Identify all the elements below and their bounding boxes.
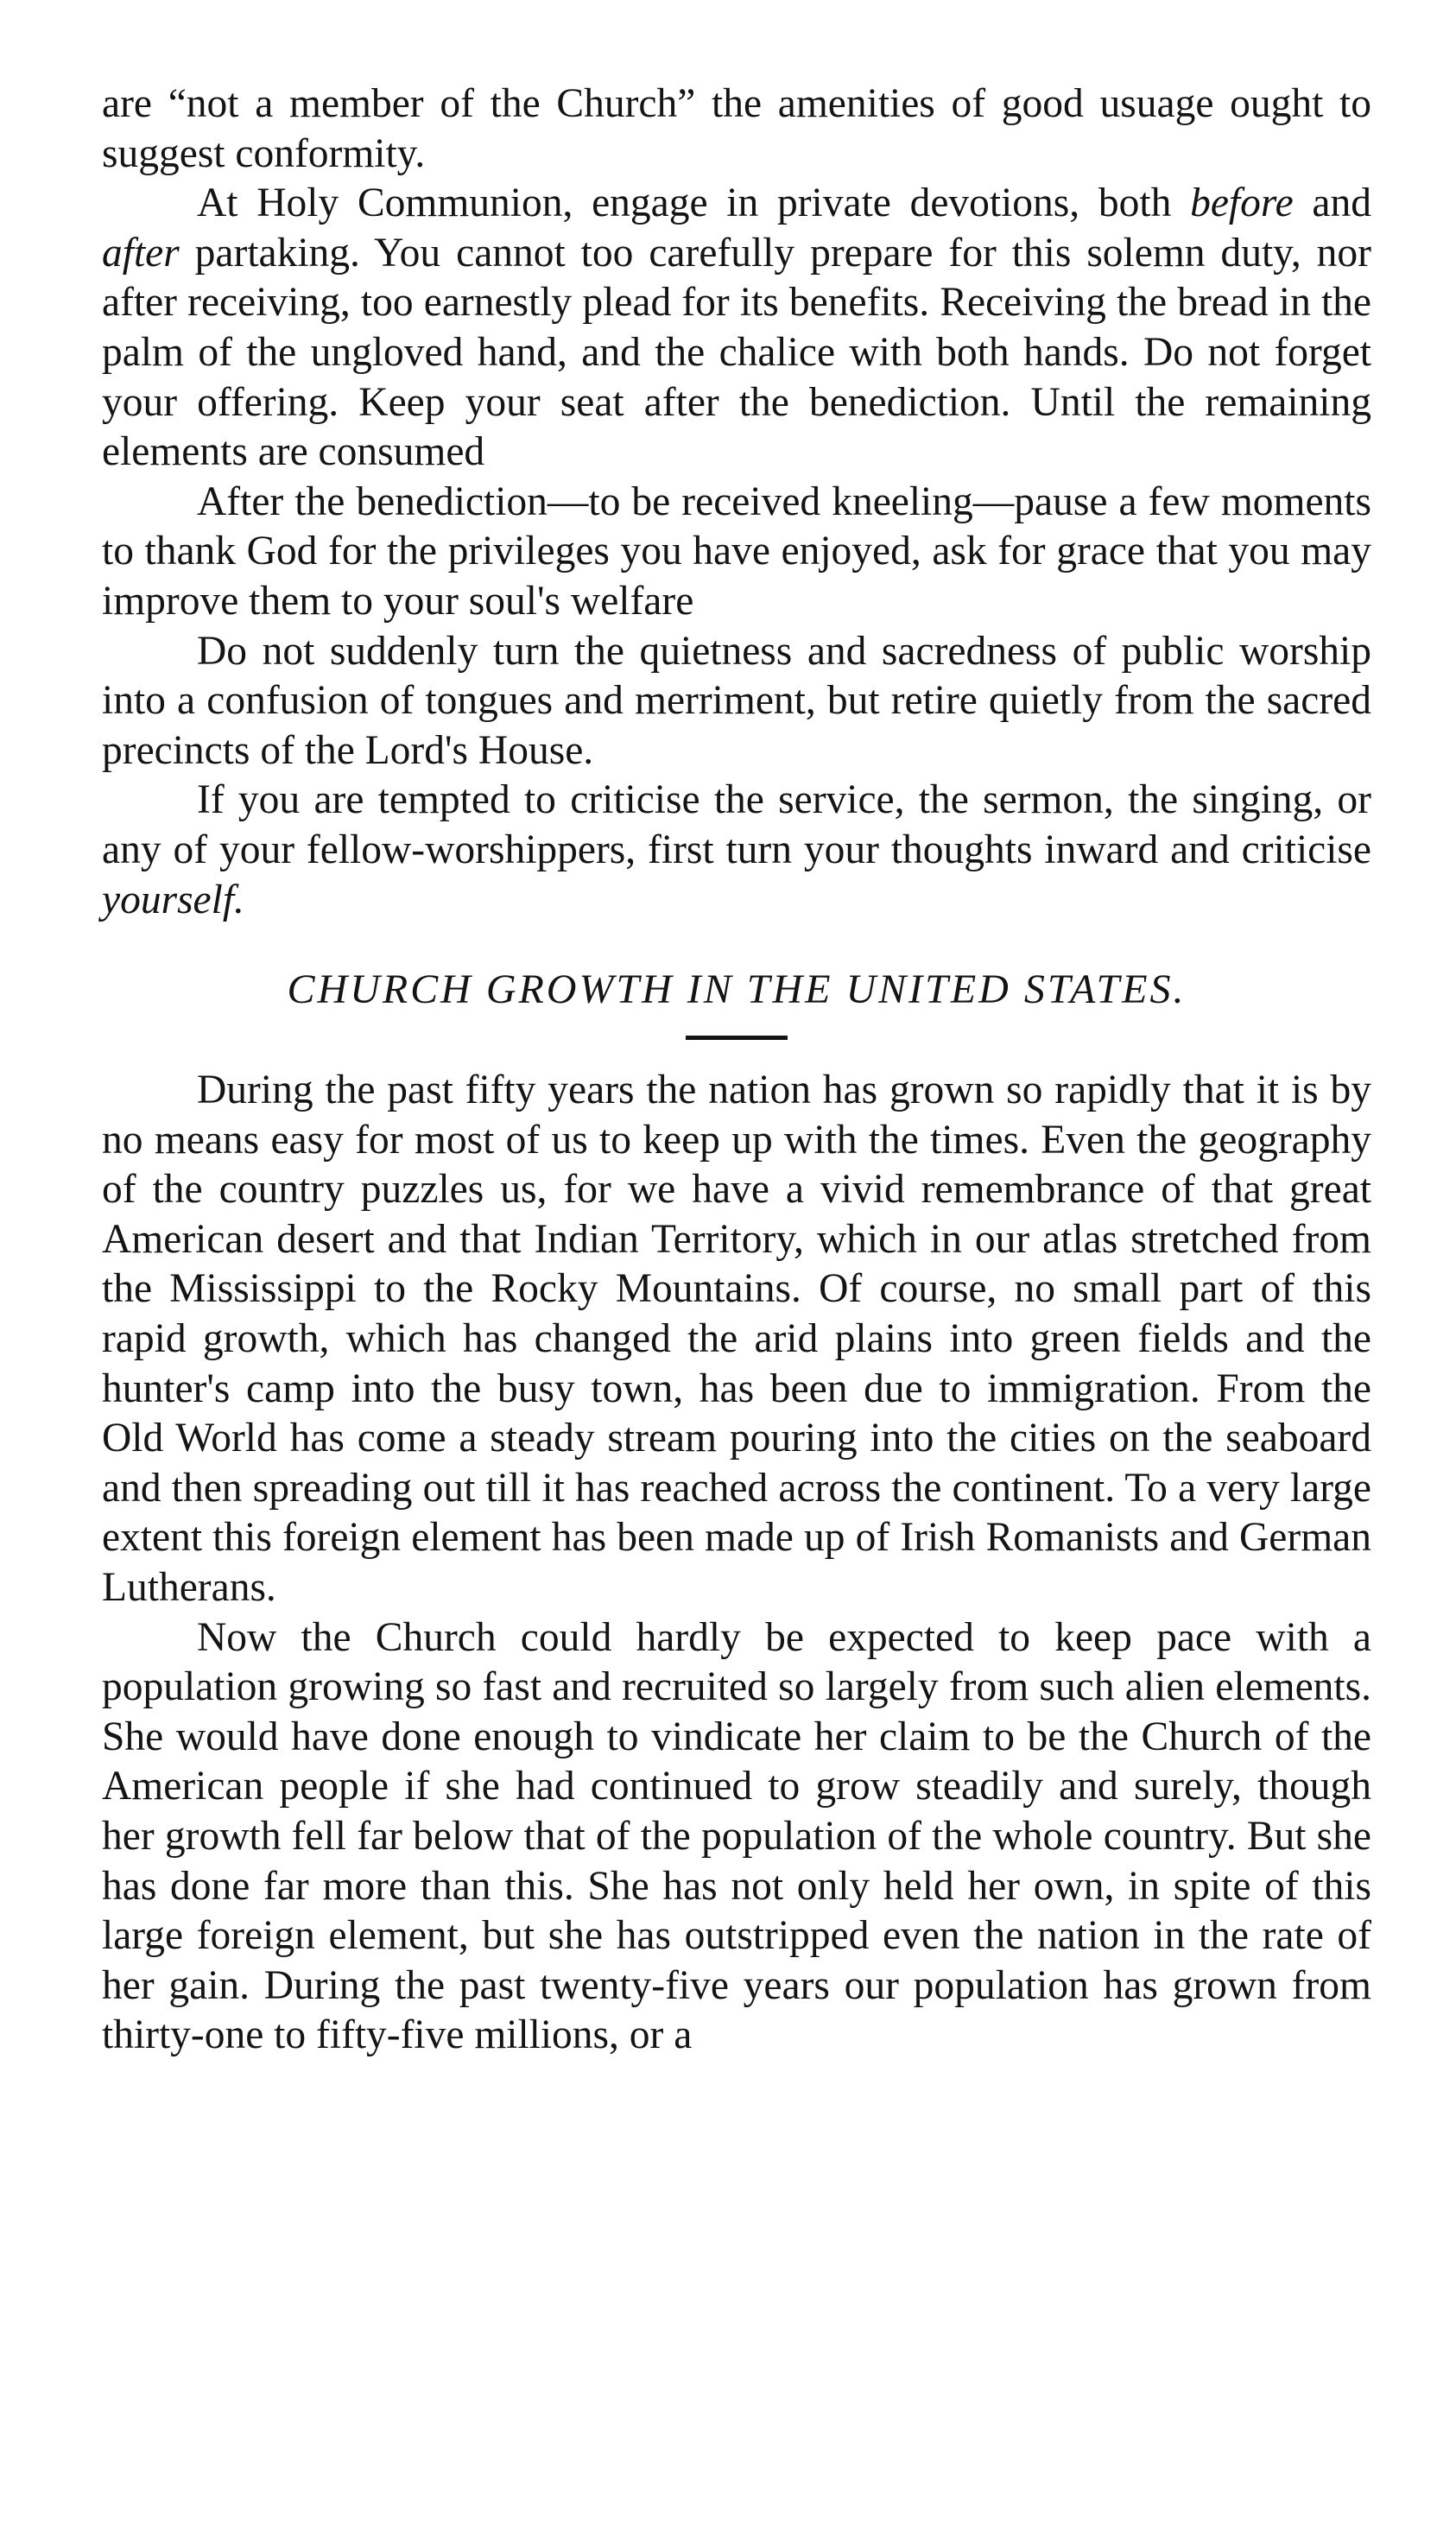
etiquette-paragraph-5	[102, 776, 1371, 925]
etiquette-paragraph-1	[102, 79, 1371, 179]
paragraph-text: During the past fifty years the nation has grown so rapidly that it is by no means easy for most of us to keep up with the times. Even the geography of the country puzzles us, for we have a vivid remembrance of that great American desert and that Indian Territory, which in our atlas stretched from the Mississippi to the Rocky Mountains. Of course, no small part of this rapid growth, which has changed the arid plains into green fields and the hunter's camp into the busy town, has been due to immigration. From the Old World has come a steady stream pouring into the cities on the seaboard and then spreading out till it has reached across the continent. To a very large extent this foreign element has been made up of Irish Romanists and German Lutherans.	[102, 1068, 1371, 1611]
section-etiquette	[102, 79, 1371, 925]
document-page	[102, 79, 1371, 2061]
paragraph-text: and	[1293, 181, 1371, 226]
emphasis-text: before	[1190, 181, 1294, 226]
paragraph-text: are “not a member of the Church” the amenities of good usuage ought to suggest conformity.	[102, 81, 1371, 176]
etiquette-paragraph-4	[102, 627, 1371, 776]
paragraph-text: partaking. You cannot too carefully prepare for this solemn duty, nor after receiving, too earnestly plead for its benefits. Receiving the bread in the palm of the ungloved hand, and the chalice with both hands. Do not forget your offering. Keep your seat after the benediction. Until the remaining elements are consumed	[102, 230, 1371, 475]
heading-divider	[686, 1036, 788, 1040]
etiquette-paragraph-3	[102, 478, 1371, 627]
paragraph-text: If you are tempted to criticise the service, the sermon, the singing, or any of your fellow-worshippers, first turn your thoughts inward and criticise	[102, 777, 1371, 872]
church-growth-paragraph-2	[102, 1613, 1371, 2061]
etiquette-paragraph-2	[102, 179, 1371, 478]
emphasis-text: after	[102, 230, 180, 276]
paragraph-text: Do not suddenly turn the quietness and sacredness of public worship into a confusion of tongues and merriment, but retire quietly from the sacred precincts of the Lord's House.	[102, 628, 1371, 773]
paragraph-text: After the benediction—to be received kneeling—pause a few moments to thank God for the privileges you have enjoyed, ask for grace that you may improve them to your soul's welfare	[102, 478, 1371, 624]
church-growth-paragraph-1	[102, 1066, 1371, 1613]
section-church-growth	[102, 1066, 1371, 2061]
article-heading: CHURCH GROWTH IN THE UNITED STATES.	[287, 966, 1187, 1013]
emphasis-text: yourself.	[102, 877, 244, 922]
paragraph-text: At Holy Communion, engage in private devotions, both	[197, 181, 1191, 226]
paragraph-text: Now the Church could hardly be expected to keep pace with a population growing so fast and recruited so largely from such alien elements. She would have done enough to vindicate her claim to be the Church of the American people if she had continued to grow steadily and surely, though her growth fell far below that of the population of the whole country. But she has done far more than this. She has not only held her own, in spite of this large foreign element, but she has outstripped even the nation in the rate of her gain. During the past twenty-five years our population has grown from thirty-one to fifty-five millions, or a	[102, 1614, 1371, 2058]
